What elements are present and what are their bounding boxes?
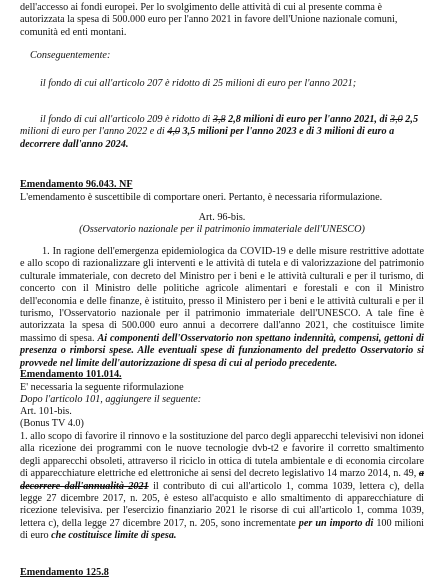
article-96-bis-subtitle: (Osservatorio nazionale per il patrimonio immateriale dell'UNESCO): [79, 224, 365, 235]
article-101-bis-body: 1. allo scopo di favorire il rinnovo e la sostituzione del parco degli apparecchi televisivi non idonei alla ricezione dei programmi con le nuove tecnologie dvb-t2 e favorire il corretto smaltimento degli apparecchi obsoleti, attraverso il riciclo in ottica di tutela ambientale e di economia circolare di apparecchiature elettriche ed elettroniche ai sensi del decreto legislativo 14 marzo 2014, n. 49, a decorrere dall'annualità 2021 il contributo di cui all'articolo 1, comma 1039, lettera c), della legge 27 dicembre 2017, n. 205, è esteso all'acquisto e allo smaltimento di apparecchiature di ricezione televisiva. per l'esercizio finanziario 2021 le risorse di cui all'articolo 1, comma 1039, lettera c), della legge 27 dicembre 2017, n. 205, sono incrementate per un importo di 100 milioni di euro che costituisce limite di spesa.: [20, 431, 424, 542]
top-line-3: comunità ed enti montani.: [20, 26, 127, 38]
struck-value: 4,0: [167, 126, 180, 138]
struck-value: 3,0: [390, 114, 403, 125]
bold-italic-addition: Ai componenti dell'Osservatorio non spettano indennità, compensi, gettoni di presenza o rimborsi spese. Alle eventuali spese di funzionamento del predetto Osservatorio si provvede nel limite dell'autorizzazione di spesa di cui al periodo precedente.: [20, 332, 424, 369]
fondo-209-paragraph: il fondo di cui all'articolo 209 è ridotto di 3,8 2,8 milioni di euro per l'anno 2021, di 3,0 2,5 milioni di euro per l'anno 2022 e di 4,0 3,5 milioni per l'anno 2023 e di 3 milioni di euro a decorrere dall'anno 2024.: [20, 114, 419, 150]
amendment-96-title: Emendamento 96.043. NF: [20, 179, 133, 190]
article-101-bis-heading: Art. 101-bis.: [20, 406, 72, 417]
amendment-125-title: Emendamento 125.8: [20, 567, 109, 578]
article-96-bis-body: 1. In ragione dell'emergenza epidemiologica da COVID-19 e delle misure restrittive adottate e allo scopo di razionalizzare gli interventi e le attività di tutela e di valorizzazione del patrimonio culturale immateriale, con decreto del Ministro per i beni e le attività culturali e per il turismo, di concerto con il Ministro delle politiche agricole alimentari e forestali e con il Ministro dell'economia e delle finanze, è istituito, presso il Ministero per i beni e le attività culturali e per il turismo, l'Osservatorio nazionale per il patrimonio immateriale dell'UNESCO. A tale fine è autorizzata la spesa di 500.000 euro annui a decorrere dall'anno 2021, che costituisce limite massimo di spesa. Ai componenti dell'Osservatorio non spettano indennità, compensi, gettoni di presenza o rimborsi spese. Alle eventuali spese di funzionamento del predetto Osservatorio si provvede nel limite dell'autorizzazione di spesa di cui al periodo precedente.: [20, 246, 424, 369]
struck-value: 3,8: [212, 114, 226, 125]
struck-text: a decorrere dall'annualità 2021: [20, 468, 424, 492]
amendment-101-title: Emendamento 101.014.: [20, 369, 122, 380]
top-line-1: dell'accesso ai fondi europei. Per lo svolgimento delle attività di cui al presente comma è: [20, 2, 382, 13]
add-article-instruction: Dopo l'articolo 101, aggiungere il seguente:: [20, 394, 202, 405]
conseguentemente-label: Conseguentemente:: [30, 50, 111, 61]
fondo-207-line: il fondo di cui all'articolo 207 è ridotto di 25 milioni di euro per l'anno 2021;: [40, 78, 357, 89]
amendment-96-note: L'emendamento è suscettibile di comportare oneri. Pertanto, è necessaria riformulazione.: [20, 192, 383, 203]
article-101-bis-subtitle: (Bonus TV 4.0): [20, 418, 84, 429]
top-line-2: autorizzata la spesa di 500.000 euro per l'anno 2021 in favore dell'Unione nazionale comuni,: [20, 14, 398, 26]
reformulation-note: E' necessaria la seguente riformulazione: [20, 382, 184, 393]
top-paragraph: [20, 2, 424, 39]
article-96-bis-heading: Art. 96-bis.: [198, 212, 246, 223]
